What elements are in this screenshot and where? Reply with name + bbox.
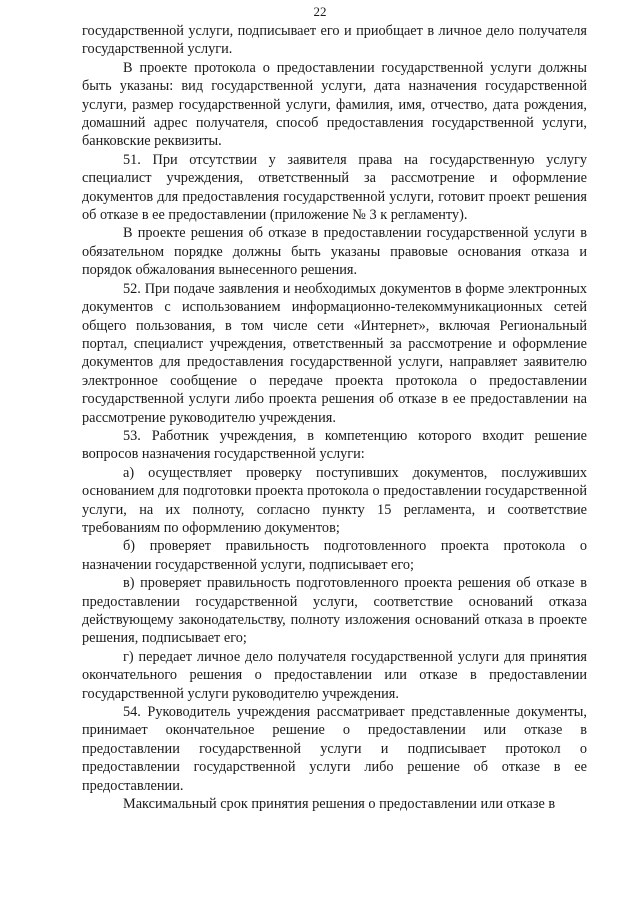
paragraph-item-53-v: в) проверяет правильность подготовленного проекта решения об отказе в предоставлении государственной услуги, соответствие оснований отказа действующему законодательству, полноту изложения оснований отказа в проекте решения, подписывает его; bbox=[82, 575, 587, 647]
paragraph-item-52: 52. При подаче заявления и необходимых документов в форме электронных документов с использованием информационно-телекоммуникационных сетей общего пользования, в том числе сети «Интернет», включая Региональный портал, специалист учреждения, ответственный за рассмотрение и оформление документов для предоставления государственной услуги, направляет заявителю электронное сообщение о передаче проекта протокола о предоставлении государственной услуги либо проекта решения об отказе в ее предоставлении на рассмотрение руководителю учреждения. bbox=[82, 280, 587, 426]
paragraph-item-53-b: б) проверяет правильность подготовленного проекта протокола о назначении государственной услуги, подписывает его; bbox=[82, 538, 587, 573]
paragraph-refusal-contents: В проекте решения об отказе в предоставлении государственной услуги в обязательном порядке должны быть указаны правовые основания отказа и порядок обжалования вынесенного решения. bbox=[82, 225, 587, 279]
paragraph-max-term: Максимальный срок принятия решения о предоставлении или отказе в bbox=[123, 796, 556, 813]
page-number: 22 bbox=[313, 4, 327, 19]
paragraph-item-53: 53. Работник учреждения, в компетенцию которого входит решение вопросов назначения государственной услуги: bbox=[82, 427, 587, 463]
paragraph-item-51: 51. При отсутствии у заявителя права на государственную услугу специалист учреждения, ответственный за рассмотрение и оформление документов для предоставления государственной услуги, готовит проект решения об отказе в ее предоставлении (приложение № 3 к регламенту). bbox=[82, 151, 587, 224]
paragraph-item-53-a: а) осуществляет проверку поступивших документов, послуживших основанием для подготовки проекта протокола о предоставлении государственной услуги, на их полноту, согласно пункту 15 регламента, и соответствие требованиям по оформлению документов; bbox=[82, 464, 587, 536]
paragraph-item-53-g: г) передает личное дело получателя государственной услуги для принятия окончательного решения о предоставлении или отказе в предоставлении государственной услуги руководителю учреждения. bbox=[82, 648, 587, 702]
paragraph-protocol-contents: В проекте протокола о предоставлении государственной услуги должны быть указаны: вид государственной услуги, дата назначения государственной услуги, размер государственной услуги, фамилия, имя, отчество, дата рождения, домашний адрес получателя, способ предоставления государственной услуги, банковские реквизиты. bbox=[82, 59, 587, 150]
paragraph-continuation: государственной услуги, подписывает его и приобщает в личное дело получателя государственной услуги. bbox=[82, 23, 587, 58]
paragraph-item-54: 54. Руководитель учреждения рассматривает представленные документы, принимает окончательное решение о предоставлении или отказе в предоставлении государственной услуги и подписывает протокол о предоставлении государственной услуги либо решение об отказе в ее предоставлении. bbox=[82, 704, 587, 794]
document-body bbox=[82, 22, 587, 813]
